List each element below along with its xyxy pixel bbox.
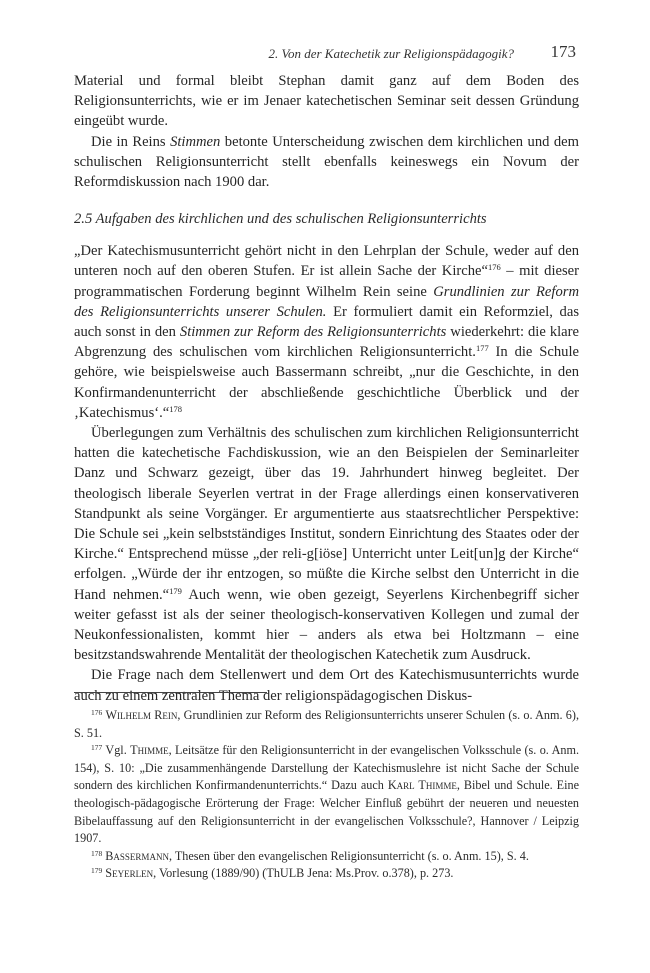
italic-title: Grundlinien zur Reform des Religionsunterrichts unserer Schulen. <box>74 283 579 320</box>
footnote: $^{178}$ Bassermann, Thesen über den evangelischen Religionsunterricht (s. o. Anm. 15), S. 4. <box>91 848 529 863</box>
section-heading: 2.5 Aufgaben des kirchlichen und des schulischen Religionsunterrichts <box>74 211 487 228</box>
footnote-ref[interactable]: 179 <box>169 585 182 596</box>
author-name: Wilhelm Rein <box>105 708 178 722</box>
italic-title: Stimmen zur Reform des Religionsunterrichts <box>179 324 447 341</box>
footnote-number: 176 <box>91 708 103 717</box>
footnote: $^{179}$ Seyerlen, Vorlesung (1889/90) (ThULB Jena: Ms.Prov. o.378), p. 273. <box>91 866 454 881</box>
footnote-ref[interactable]: 178 <box>169 403 182 414</box>
footnote-ref[interactable]: 176 <box>487 262 501 273</box>
paragraph: Die Frage nach dem Stellenwert und dem Ort des Katechismusunterrichts wurde auch zu einem zentralen Thema der religionspädagogischen Diskus- <box>74 667 579 704</box>
page-number: 173 <box>550 42 576 61</box>
footnotes <box>74 707 579 883</box>
footnote-number: 177 <box>91 743 103 753</box>
running-title: 2. Von der Katechetik zur Religionspädagogik? <box>268 46 514 61</box>
footnote-number: 178 <box>91 848 103 858</box>
paragraph: Material und formal bleibt Stephan damit ganz auf dem Boden des Religionsunterrichts, wie er im Jenaer katechetischen Seminar seit dessen Gründung eingeübt wurde. <box>74 73 579 130</box>
main-text <box>74 71 579 706</box>
footnote: $^{176}$ Wilhelm Rein, Grundlinien zur Reform des Religionsunterrichts unserer Schulen (s. o. Anm. 6), S. 51. <box>74 708 579 740</box>
paragraph: Die in Reins Stimmen betonte Unterscheidung zwischen dem kirchlichen und dem schulischen Religionsunterricht stellt ebenfalls keineswegs ein Novum der Reformdiskussion nach 1900 dar. <box>74 133 579 191</box>
author-name: Thimme <box>130 743 169 758</box>
paragraph: Überlegungen zum Verhältnis des schulischen zum kirchlichen Religionsunterricht hatten die katechetische Fachdiskussion, wie an den Beispielen der Seminarleiter Danz und Schwarz gezeigt, über das 19. Jahrhundert hinweg begleitet. Der theologisch liberale Seyerlen vertrat in der Frage allerdings einen konservativeren Standpunkt als seine Vorgänger. Er argumentierte aus staatsrechtlicher Perspektive: Die Schule sei „kein selbstständiges Institut, sondern Einrichtung des Staates oder der Kirche.“ Entsprechend müsse „der reli-g[iöse] Unterricht unter Leit[un]g der Kirche“ erfolgen. „Würde der ihr entzogen, so müßte die Kirche selbst den Unterricht in die Hand nehmen.“$^{179}$ Auch wenn, wie oben gezeigt, Seyerlens Kirchenbegriff sicher weiter gefasst ist als der seiner theologisch-konservativen Kollegen und zumal der Neukonfessionalisten, kommt hier – anders als etwa bei Holtzmann – eine besitzstandswahrende Mentalität der theologischen Katechetik zum Ausdruck. <box>74 425 579 664</box>
author-name: Bassermann <box>105 848 169 863</box>
author-name: Seyerlen <box>105 866 154 881</box>
footnote-divider <box>74 692 267 693</box>
paragraph: „Der Katechismusunterricht gehört nicht in den Lehrplan der Schule, weder auf den unteren noch auf den oberen Stufen. Er ist allein Sache der Kirche“$^{176}$ – mit dieser programmatischen Forderung beginnt Wilhelm Rein seine Grundlinien zur Reform des Religionsunterrichts unserer Schulen. Er formuliert damit ein Reformziel, das auch sonst in den Stimmen zur Reform des Religionsunterrichts wiederkehrt: die klare Abgrenzung des schulischen vom kirchlichen Religionsunterricht.$^{177}$ In die Schule gehöre, wie beispielsweise auch Bassermann schreibt, „nur die Geschichte, in den Konfirmandenunterricht der abschließende geschichtliche Überblick und der ‚Katechismus‘.“$^{178}$ <box>74 243 580 421</box>
footnote-ref[interactable]: 177 <box>475 343 489 354</box>
italic-title: Stimmen <box>170 133 221 150</box>
footnote-number: 179 <box>91 866 103 876</box>
page-header <box>74 43 576 67</box>
footnote: $^{177}$ Vgl. Thimme, Leitsätze für den Religionsunterricht in der evangelischen Volksschule (s. o. Anm. 154), S. 10: „Die zusammenhängende Darstellung der Katechismuslehre ist nicht Sache der Schule sondern des kirchlichen Konfirmandenunterrichts.“ Dazu auch Karl Thimme, Bibel und Schule. Eine theologisch-pädagogische Erörterung der Frage: Welcher Einfluß gebührt der neueren und neuesten Bibelauffassung auf den Religionsunterricht in der evangelischen Volksschule?, Hannover / Leipzig 1907. <box>74 743 579 846</box>
author-name: Karl Thimme <box>387 778 457 793</box>
